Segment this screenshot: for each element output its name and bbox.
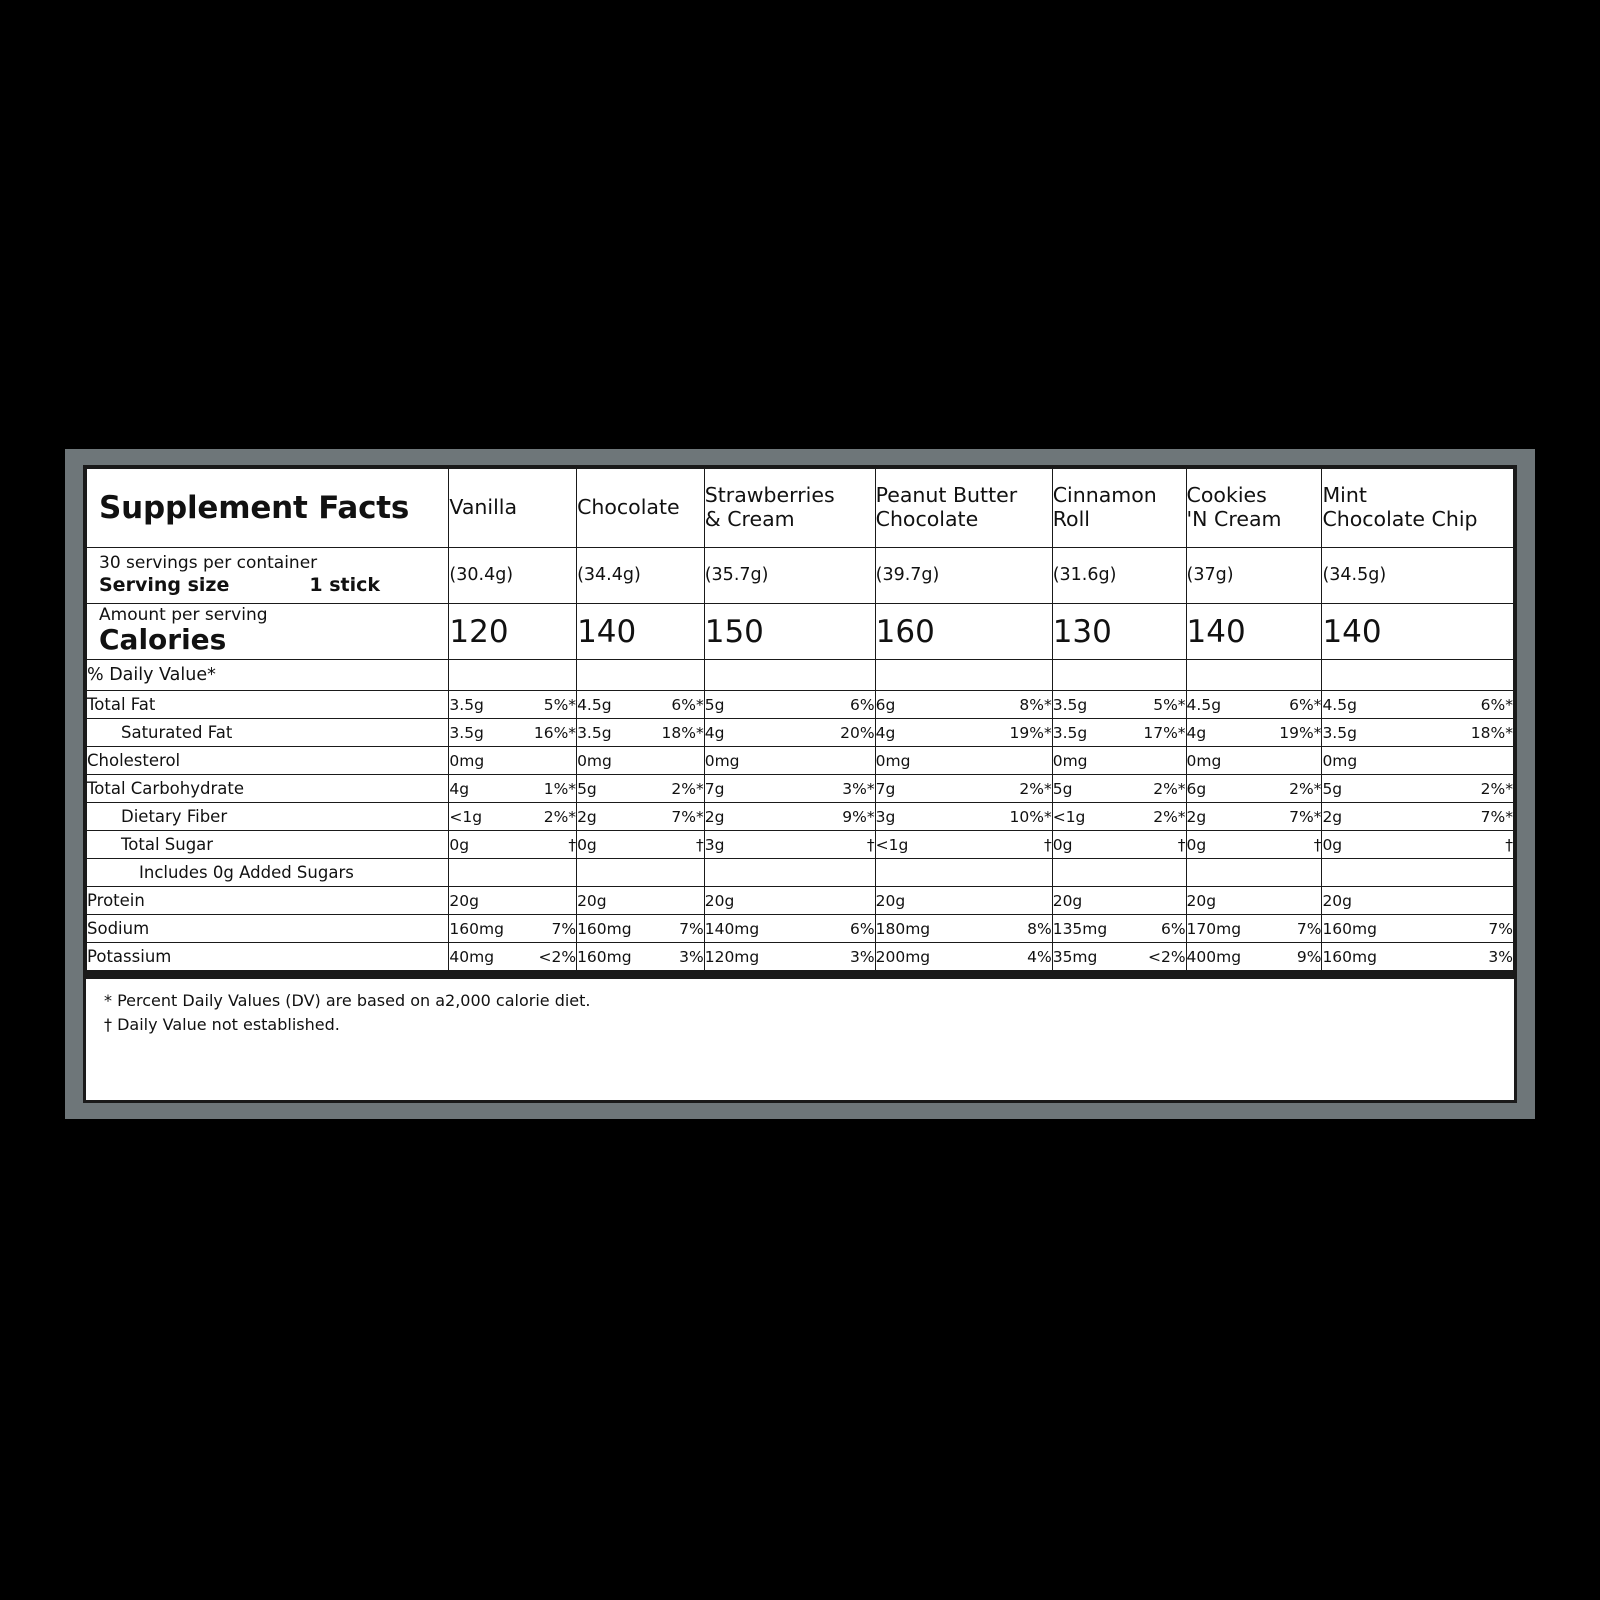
serving-grams-cookies-n-cream: (37g) (1186, 548, 1322, 604)
nutrient-percent: 6% (850, 919, 875, 938)
nutrient-value (1322, 747, 1514, 775)
nutrient-value (875, 859, 1052, 887)
nutrient-value (875, 887, 1052, 915)
flavor-name-line1: Peanut Butter (875, 483, 1018, 508)
nutrient-amount: 3g (875, 807, 896, 826)
nutrient-value (1052, 943, 1186, 971)
nutrient-value (875, 691, 1052, 719)
serving-grams-vanilla: (30.4g) (449, 548, 577, 604)
nutrient-value (704, 747, 875, 775)
nutrient-percent: † (1043, 835, 1052, 854)
nutrient-value (1322, 775, 1514, 803)
nutrient-amount: 6g (875, 695, 896, 714)
dv-spacer-cinnamon-roll (1052, 660, 1186, 691)
calories-cookies-n-cream: 140 (1186, 603, 1322, 659)
dv-spacer-peanut-butter-chocolate (875, 660, 1052, 691)
serving-size-label: Serving size (99, 573, 230, 596)
nutrient-value (577, 803, 705, 831)
nutrient-amount: 0mg (1186, 751, 1222, 770)
nutrient-value (1186, 915, 1322, 943)
nutrient-value (875, 747, 1052, 775)
nutrient-value (1186, 691, 1322, 719)
nutrient-value (704, 831, 875, 859)
nutrient-name: Sodium (87, 915, 449, 943)
table-row (87, 803, 1514, 831)
nutrient-value (1052, 747, 1186, 775)
nutrient-amount: 0g (449, 835, 470, 854)
nutrient-percent: 6% (850, 695, 875, 714)
nutrient-percent: † (568, 835, 577, 854)
nutrient-percent: 7% (679, 919, 704, 938)
flavor-name-line2: Chocolate (875, 507, 979, 531)
nutrient-value (1322, 915, 1514, 943)
nutrient-amount: 4g (1186, 723, 1207, 742)
nutrient-value (1322, 719, 1514, 747)
nutrient-value (1186, 719, 1322, 747)
nutrient-amount: 5g (704, 695, 725, 714)
nutrient-value (577, 691, 705, 719)
dv-spacer-vanilla (449, 660, 577, 691)
nutrient-percent: 3% (850, 947, 875, 966)
nutrient-percent: 3%* (842, 779, 875, 798)
flavor-name-line2: 'N Cream (1186, 507, 1282, 531)
nutrient-value (1322, 691, 1514, 719)
flavor-name-line1: Cinnamon (1052, 483, 1157, 508)
nutrient-amount: 2g (1186, 807, 1207, 826)
serving-grams-peanut-butter-chocolate: (39.7g) (875, 548, 1052, 604)
flavor-header-strawberries-cream (704, 469, 875, 548)
nutrient-value (704, 803, 875, 831)
nutrient-percent: 5%* (543, 695, 577, 714)
nutrient-amount: 7g (875, 779, 896, 798)
nutrient-percent: † (1505, 835, 1513, 854)
dv-spacer-mint-chocolate-chip (1322, 660, 1514, 691)
nutrient-amount: 0g (1186, 835, 1207, 854)
nutrient-amount: 200mg (875, 947, 931, 966)
nutrient-value (1322, 859, 1514, 887)
flavor-name-line2: Roll (1052, 507, 1090, 531)
nutrient-percent: <2% (1147, 947, 1186, 966)
nutrient-name: Dietary Fiber (87, 803, 449, 831)
nutrient-percent: 16%* (533, 723, 577, 742)
amount-per-serving-label: Amount per serving (99, 604, 268, 625)
nutrient-amount: 160mg (1322, 919, 1377, 938)
nutrient-name: Total Carbohydrate (87, 775, 449, 803)
table-row (87, 747, 1514, 775)
flavor-header-cinnamon-roll (1052, 469, 1186, 548)
nutrient-amount: 20g (1186, 891, 1217, 910)
nutrient-value (704, 859, 875, 887)
page-title: Supplement Facts (99, 489, 410, 526)
supplement-facts-sheet (83, 465, 1517, 1103)
supplement-facts-table (86, 468, 1514, 971)
nutrient-amount: 3.5g (1052, 695, 1088, 714)
nutrient-percent: 6%* (1480, 695, 1513, 714)
nutrient-value (1322, 887, 1514, 915)
nutrient-percent: 2%* (543, 807, 577, 826)
nutrient-amount: 160mg (577, 919, 632, 938)
nutrient-percent: 8% (1027, 919, 1052, 938)
nutrient-value (1052, 691, 1186, 719)
nutrient-value (449, 887, 577, 915)
nutrient-percent: 7%* (1289, 807, 1322, 826)
nutrient-amount: 2g (1322, 807, 1343, 826)
nutrient-amount: 4g (449, 779, 470, 798)
nutrient-percent: 8%* (1019, 695, 1052, 714)
nutrient-amount: 3.5g (449, 723, 484, 742)
calories-vanilla: 120 (449, 603, 577, 659)
nutrient-percent: 3% (679, 947, 704, 966)
nutrient-amount: 20g (1322, 891, 1352, 910)
calories-peanut-butter-chocolate: 160 (875, 603, 1052, 659)
nutrient-amount: 400mg (1186, 947, 1242, 966)
nutrient-name: Protein (87, 887, 449, 915)
nutrient-value (577, 719, 705, 747)
nutrient-amount: 0g (577, 835, 597, 854)
nutrient-value (875, 831, 1052, 859)
nutrient-amount: 20g (1052, 891, 1083, 910)
nutrient-percent: 10%* (1009, 807, 1052, 826)
nutrient-value (1052, 775, 1186, 803)
nutrient-amount: 3.5g (1322, 723, 1357, 742)
nutrient-value (875, 943, 1052, 971)
nutrient-value (875, 803, 1052, 831)
nutrient-amount: 180mg (875, 919, 931, 938)
nutrient-value (449, 719, 577, 747)
nutrient-percent: 3% (1488, 947, 1513, 966)
nutrient-amount: 6g (1186, 779, 1207, 798)
nutrient-percent: 1%* (543, 779, 577, 798)
nutrient-amount: 4g (875, 723, 896, 742)
nutrient-percent: † (1177, 835, 1186, 854)
table-row (87, 943, 1514, 971)
nutrient-percent: 4% (1027, 947, 1052, 966)
serving-grams-mint-chocolate-chip: (34.5g) (1322, 548, 1514, 604)
nutrient-amount: 120mg (704, 947, 760, 966)
nutrient-value (704, 775, 875, 803)
nutrient-value (449, 803, 577, 831)
nutrient-value (704, 943, 875, 971)
table-row (87, 859, 1514, 887)
nutrient-percent: 7%* (1480, 807, 1513, 826)
nutrient-amount: 20g (449, 891, 479, 910)
nutrient-value (875, 719, 1052, 747)
nutrient-amount: 0mg (577, 751, 612, 770)
nutrient-value (704, 887, 875, 915)
dv-spacer-chocolate (577, 660, 705, 691)
nutrient-percent: 9% (1296, 947, 1322, 966)
nutrient-value (577, 887, 705, 915)
nutrient-amount: 2g (704, 807, 725, 826)
nutrient-name: Cholesterol (87, 747, 449, 775)
nutrient-amount: 0mg (1322, 751, 1358, 770)
nutrient-percent: 17%* (1143, 723, 1186, 742)
nutrient-percent: 2%* (1289, 779, 1322, 798)
serving-info-cell (87, 548, 449, 604)
nutrient-value (1186, 887, 1322, 915)
nutrient-percent: 6%* (1289, 695, 1322, 714)
daily-value-header: % Daily Value* (87, 660, 449, 691)
flavor-header-chocolate (577, 469, 705, 548)
servings-per-container: 30 servings per container (99, 553, 318, 573)
nutrient-amount: 20g (875, 891, 906, 910)
nutrient-amount: 3.5g (577, 723, 612, 742)
header-row (87, 469, 1514, 548)
nutrient-amount: 0mg (1052, 751, 1088, 770)
nutrient-value (1186, 747, 1322, 775)
nutrient-value (449, 747, 577, 775)
nutrient-amount: 0mg (449, 751, 485, 770)
nutrient-value (1186, 859, 1322, 887)
nutrient-percent: † (695, 835, 704, 854)
nutrient-percent: 6% (1160, 919, 1186, 938)
nutrient-value (577, 943, 705, 971)
nutrient-value (449, 859, 577, 887)
nutrient-value (1186, 943, 1322, 971)
nutrient-value (577, 747, 705, 775)
serving-grams-cinnamon-roll: (31.6g) (1052, 548, 1186, 604)
nutrient-percent: 9%* (842, 807, 875, 826)
nutrient-percent: 7% (1296, 919, 1322, 938)
nutrient-amount: 0mg (704, 751, 740, 770)
flavor-header-mint-chocolate-chip (1322, 469, 1514, 548)
nutrient-amount: <1g (875, 835, 909, 854)
nutrient-value (875, 915, 1052, 943)
nutrient-amount: 5g (577, 779, 597, 798)
nutrient-name: Total Sugar (87, 831, 449, 859)
nutrient-amount: 3g (704, 835, 725, 854)
table-row (87, 691, 1514, 719)
nutrient-value (1052, 719, 1186, 747)
flavor-name-line1: Vanilla (449, 495, 518, 520)
nutrient-percent: 18%* (1470, 723, 1513, 742)
nutrient-amount: 4.5g (1322, 695, 1357, 714)
nutrient-value (1052, 803, 1186, 831)
nutrient-value (704, 915, 875, 943)
nutrient-value (1052, 859, 1186, 887)
dv-spacer-cookies-n-cream (1186, 660, 1322, 691)
nutrient-amount: <1g (449, 807, 483, 826)
flavor-header-vanilla (449, 469, 577, 548)
nutrient-amount: 0g (1052, 835, 1073, 854)
footnotes (86, 979, 1514, 1100)
nutrient-amount: 160mg (449, 919, 504, 938)
flavor-header-peanut-butter-chocolate (875, 469, 1052, 548)
nutrient-value (1322, 831, 1514, 859)
nutrient-percent: <2% (538, 947, 577, 966)
serving-size-row (87, 548, 1514, 604)
flavor-name-line2: & Cream (704, 507, 795, 531)
nutrient-percent: † (866, 835, 875, 854)
table-row (87, 831, 1514, 859)
nutrient-amount: 140mg (704, 919, 760, 938)
flavor-name-line1: Cookies (1186, 483, 1267, 508)
footer-divider (86, 971, 1514, 979)
nutrient-percent: 6%* (671, 695, 704, 714)
nutrient-value (577, 915, 705, 943)
nutrient-value (1186, 831, 1322, 859)
nutrient-amount: 135mg (1052, 919, 1108, 938)
table-row (87, 887, 1514, 915)
nutrient-name: Potassium (87, 943, 449, 971)
nutrient-percent: 7% (1488, 919, 1513, 938)
nutrient-amount: 4.5g (577, 695, 612, 714)
footnote-daily-value: * Percent Daily Values (DV) are based on a2,000 calorie diet. (104, 991, 591, 1011)
table-row (87, 915, 1514, 943)
nutrient-percent: 5%* (1153, 695, 1186, 714)
nutrient-percent: 2%* (1480, 779, 1513, 798)
nutrient-amount: 3.5g (1052, 723, 1088, 742)
nutrient-value (449, 943, 577, 971)
flavor-name-line1: Mint (1322, 483, 1367, 508)
calories-mint-chocolate-chip: 140 (1322, 603, 1514, 659)
nutrient-amount: 7g (704, 779, 725, 798)
nutrient-amount: 5g (1322, 779, 1343, 798)
nutrient-value (1052, 831, 1186, 859)
nutrient-value (577, 775, 705, 803)
table-row (87, 719, 1514, 747)
nutrient-amount: 5g (1052, 779, 1073, 798)
nutrient-value (704, 719, 875, 747)
nutrient-percent: 2%* (1153, 779, 1186, 798)
nutrient-amount: 0mg (875, 751, 911, 770)
nutrient-percent: 7% (551, 919, 577, 938)
serving-grams-chocolate: (34.4g) (577, 548, 705, 604)
nutrient-value (1052, 887, 1186, 915)
nutrient-amount: 4.5g (1186, 695, 1222, 714)
nutrient-value (875, 775, 1052, 803)
nutrient-amount: 2g (577, 807, 597, 826)
nutrient-amount: 20g (577, 891, 607, 910)
serving-size-value: 1 stick (309, 573, 380, 596)
nutrient-percent: 19%* (1009, 723, 1052, 742)
flavor-name-line1: Chocolate (577, 495, 680, 520)
calories-label-cell (87, 603, 449, 659)
calories-chocolate: 140 (577, 603, 705, 659)
dv-spacer-strawberries-cream (704, 660, 875, 691)
footnote-not-established: † Daily Value not established. (104, 1014, 340, 1034)
flavor-name-line1: Strawberries (704, 483, 835, 508)
nutrient-name: Saturated Fat (87, 719, 449, 747)
nutrient-value (1322, 943, 1514, 971)
nutrient-amount: 40mg (449, 947, 495, 966)
nutrient-value (449, 691, 577, 719)
nutrient-name: Includes 0g Added Sugars (87, 859, 449, 887)
calories-cinnamon-roll: 130 (1052, 603, 1186, 659)
supplement-facts-panel (65, 449, 1535, 1119)
nutrient-amount: <1g (1052, 807, 1086, 826)
nutrient-value (449, 775, 577, 803)
calories-row (87, 603, 1514, 659)
nutrient-value (1052, 915, 1186, 943)
nutrient-amount: 20g (704, 891, 735, 910)
nutrient-value (1322, 803, 1514, 831)
calories-label: Calories (99, 622, 227, 656)
nutrient-value (577, 859, 705, 887)
nutrient-amount: 0g (1322, 835, 1343, 854)
nutrient-amount: 4g (704, 723, 725, 742)
serving-grams-strawberries-cream: (35.7g) (704, 548, 875, 604)
panel-title-cell (87, 469, 449, 548)
nutrient-percent: 7%* (671, 807, 704, 826)
calories-strawberries-cream: 150 (704, 603, 875, 659)
nutrient-percent: 18%* (661, 723, 704, 742)
nutrient-percent: 19%* (1279, 723, 1322, 742)
nutrient-value (449, 831, 577, 859)
table-row (87, 775, 1514, 803)
nutrient-percent: 20% (840, 723, 875, 742)
nutrient-name: Total Fat (87, 691, 449, 719)
nutrient-percent: 2%* (1019, 779, 1052, 798)
nutrient-amount: 170mg (1186, 919, 1242, 938)
nutrient-value (449, 915, 577, 943)
nutrient-percent: † (1313, 835, 1322, 854)
nutrient-amount: 160mg (1322, 947, 1377, 966)
nutrient-value (1186, 803, 1322, 831)
nutrient-value (577, 831, 705, 859)
nutrient-percent: 2%* (1153, 807, 1186, 826)
flavor-header-cookies-n-cream (1186, 469, 1322, 548)
nutrient-amount: 160mg (577, 947, 632, 966)
nutrient-amount: 3.5g (449, 695, 484, 714)
nutrient-value (1186, 775, 1322, 803)
nutrient-percent: 2%* (671, 779, 704, 798)
daily-value-header-row (87, 660, 1514, 691)
nutrient-value (704, 691, 875, 719)
flavor-name-line2: Chocolate Chip (1322, 507, 1478, 531)
nutrient-amount: 35mg (1052, 947, 1098, 966)
